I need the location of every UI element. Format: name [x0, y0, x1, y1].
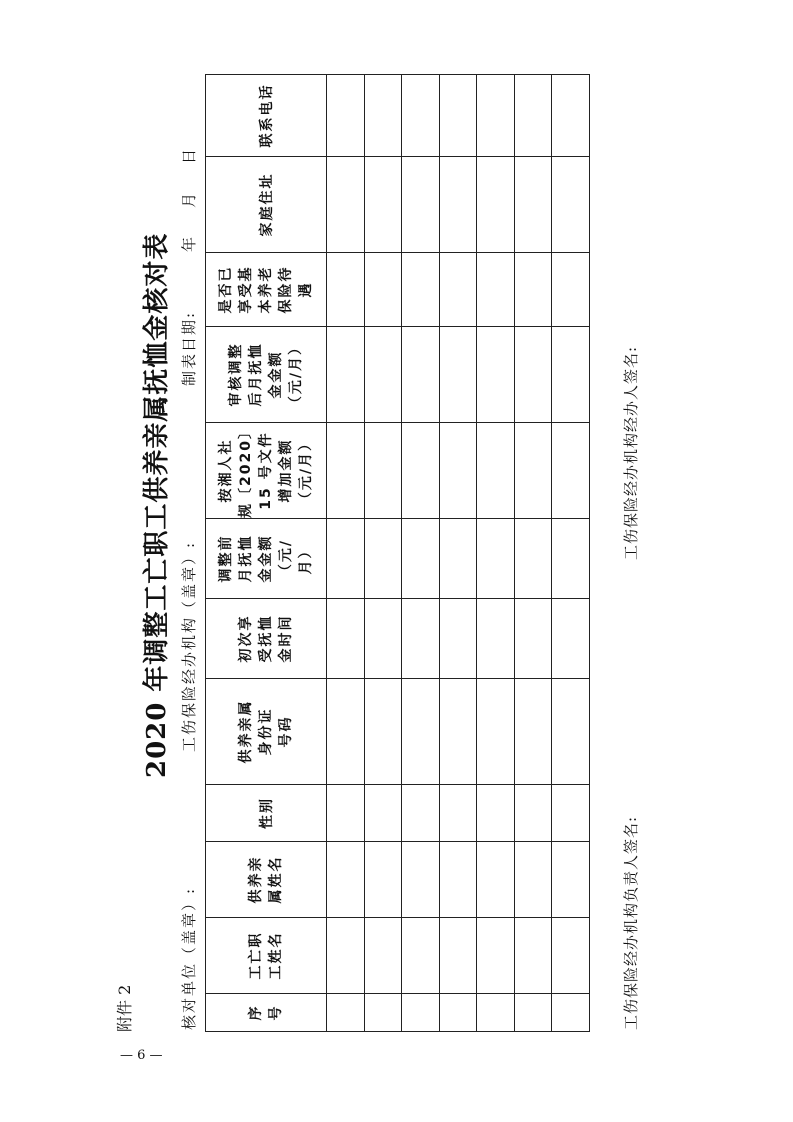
insurance-agency-label: 工伤保险经办机构（盖章）:: [180, 540, 198, 752]
table-cell: [439, 75, 477, 157]
table-cell: [439, 785, 477, 842]
table-cell: [514, 157, 552, 253]
table-cell: [402, 327, 440, 423]
table-cell: [402, 599, 440, 679]
table-cell: [402, 994, 440, 1032]
handler-signature-label: 工伤保险经办机构经办人签名:: [622, 345, 640, 560]
table-cell: [439, 842, 477, 918]
header-cell: 性别: [206, 785, 327, 842]
header-cell: 审核调整 后月抚恤 金金额 （元/月）: [206, 327, 327, 423]
table-cell: [439, 519, 477, 599]
table-cell: [477, 785, 515, 842]
table-cell: [364, 994, 402, 1032]
table-cell: [402, 253, 440, 327]
table-cell: [552, 785, 590, 842]
table-cell: [402, 842, 440, 918]
table-cell: [402, 785, 440, 842]
table-cell: [439, 679, 477, 785]
table-cell: [327, 253, 365, 327]
table-cell: [439, 157, 477, 253]
table-cell: [439, 599, 477, 679]
table-row: [327, 75, 365, 1032]
table-cell: [552, 75, 590, 157]
table-cell: [327, 918, 365, 994]
table-cell: [364, 842, 402, 918]
table-cell: [327, 994, 365, 1032]
table-cell: [327, 327, 365, 423]
table-cell: [514, 599, 552, 679]
table-cell: [552, 327, 590, 423]
date-month-unit: 月: [180, 190, 198, 208]
table-cell: [364, 599, 402, 679]
table-cell: [514, 842, 552, 918]
table-cell: [327, 423, 365, 519]
table-cell: [552, 679, 590, 785]
date-day-unit: 日: [180, 146, 198, 164]
table-cell: [327, 157, 365, 253]
header-cell: 工亡职 工姓名: [206, 918, 327, 994]
header-cell: 序 号: [206, 994, 327, 1032]
table-cell: [402, 423, 440, 519]
table-cell: [439, 423, 477, 519]
table-cell: [514, 519, 552, 599]
date-year-unit: 年: [180, 234, 198, 252]
table-cell: [477, 75, 515, 157]
page-title: 2020 年调整工亡职工供养亲属抚恤金核对表: [142, 232, 172, 778]
header-cell: 联系电话: [206, 75, 327, 157]
table-cell: [552, 157, 590, 253]
table-cell: [477, 423, 515, 519]
table-row: [402, 75, 440, 1032]
table-cell: [514, 75, 552, 157]
table-cell: [402, 75, 440, 157]
header-cell: 供养亲属 身份证 号码: [206, 679, 327, 785]
table-cell: [477, 253, 515, 327]
table-row: [439, 75, 477, 1032]
table-cell: [327, 75, 365, 157]
table-cell: [364, 679, 402, 785]
table-cell: [327, 785, 365, 842]
table-cell: [514, 785, 552, 842]
table-cell: [514, 918, 552, 994]
responsible-person-signature-label: 工伤保险经办机构负责人签名:: [622, 815, 640, 1030]
header-cell: 家庭住址: [206, 157, 327, 253]
table-cell: [439, 994, 477, 1032]
table-cell: [477, 157, 515, 253]
table-cell: [364, 519, 402, 599]
table-cell: [477, 519, 515, 599]
table-row: [514, 75, 552, 1032]
table-cell: [439, 253, 477, 327]
table-cell: [514, 994, 552, 1032]
table-cell: [552, 842, 590, 918]
table-cell: [477, 842, 515, 918]
header-cell: 供养亲 属姓名: [206, 842, 327, 918]
table-cell: [552, 994, 590, 1032]
table-cell: [364, 423, 402, 519]
header-cell: 按湘人社 规〔2020〕 15 号文件 增加金额 （元/月）: [206, 423, 327, 519]
table-cell: [327, 519, 365, 599]
table-cell: [364, 75, 402, 157]
table-cell: [439, 327, 477, 423]
table-cell: [514, 327, 552, 423]
verifying-unit-label: 核对单位（盖章）:: [180, 886, 198, 1030]
table-cell: [477, 994, 515, 1032]
table-header-row: [206, 75, 327, 1032]
table-cell: [514, 253, 552, 327]
table-cell: [552, 918, 590, 994]
table-cell: [477, 327, 515, 423]
table-cell: [514, 679, 552, 785]
table-cell: [477, 918, 515, 994]
table-cell: [327, 842, 365, 918]
header-cell: 调整前 月抚恤 金金额 （元/ 月）: [206, 519, 327, 599]
page-number: — 6 —: [120, 1048, 163, 1063]
table-cell: [364, 327, 402, 423]
table-cell: [552, 423, 590, 519]
header-cell: 初次享 受抚恤 金时间: [206, 599, 327, 679]
table-row: [552, 75, 590, 1032]
table-cell: [364, 157, 402, 253]
table-cell: [552, 519, 590, 599]
table-cell: [439, 918, 477, 994]
table-cell: [552, 599, 590, 679]
header-cell: 是否已 享受基 本养老 保险待 遇: [206, 253, 327, 327]
table-row: [364, 75, 402, 1032]
table-cell: [402, 519, 440, 599]
table-cell: [364, 785, 402, 842]
date-label: 制表日期:: [180, 310, 198, 386]
table-cell: [364, 918, 402, 994]
table-cell: [364, 253, 402, 327]
table-cell: [477, 599, 515, 679]
table-cell: [327, 599, 365, 679]
verification-table: [205, 75, 590, 1032]
table-cell: [402, 679, 440, 785]
table-cell: [327, 679, 365, 785]
table-cell: [514, 423, 552, 519]
annex-label: 附件 2: [115, 984, 134, 1032]
table-cell: [552, 253, 590, 327]
table-cell: [402, 918, 440, 994]
table-cell: [402, 157, 440, 253]
table-cell: [477, 679, 515, 785]
table-row: [477, 75, 515, 1032]
